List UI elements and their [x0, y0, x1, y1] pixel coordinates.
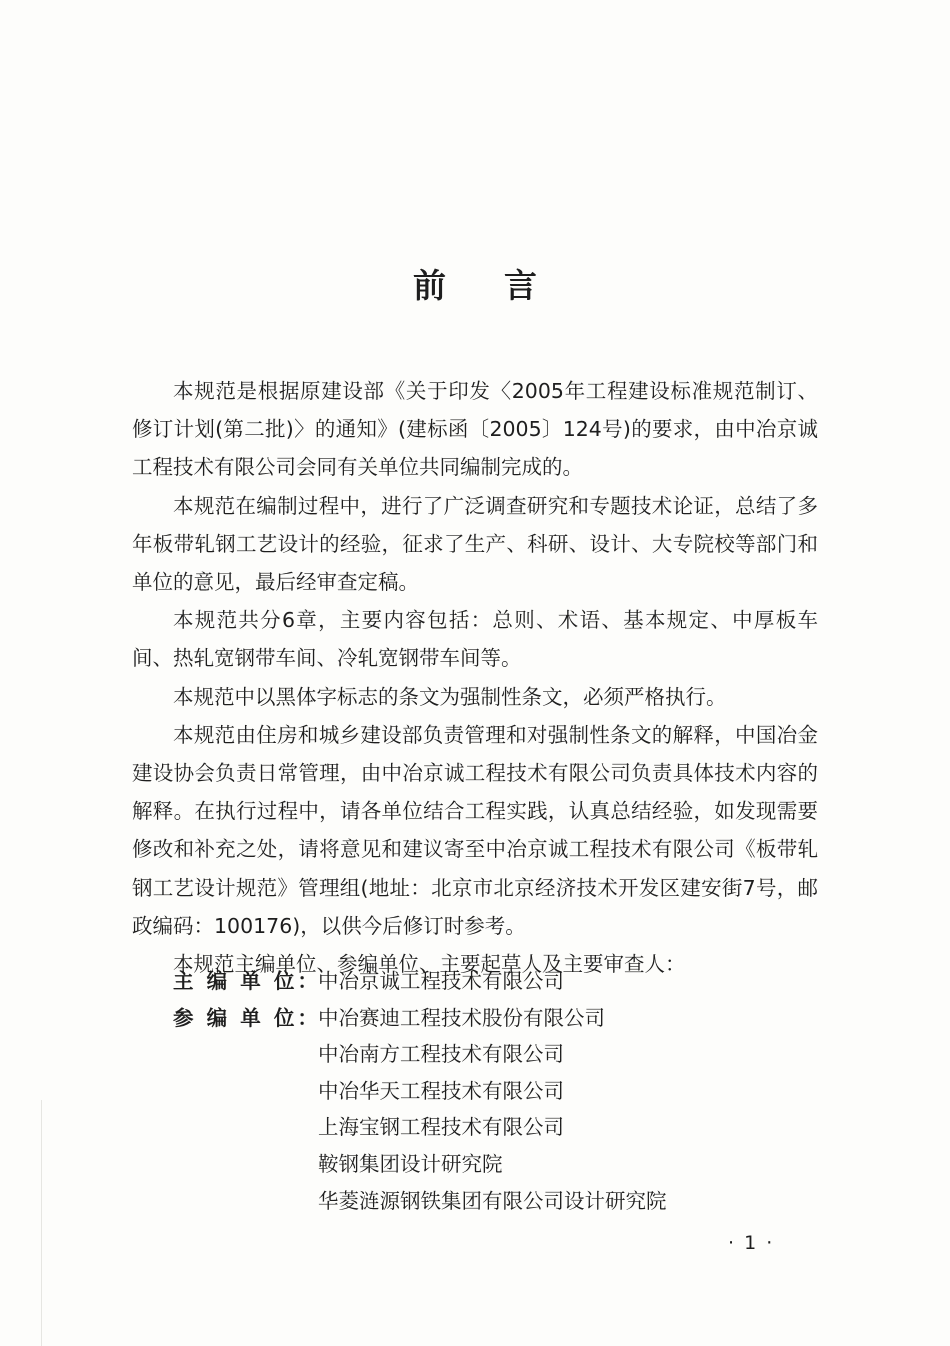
- participating-unit-name: 中冶南方工程技术有限公司: [318, 1042, 564, 1067]
- participating-unit-label: 参 编 单 位：: [173, 1005, 321, 1030]
- paragraph-6: 本规范主编单位、参编单位、主要起草人及主要审查人：: [173, 952, 686, 977]
- participating-unit-name: 上海宝钢工程技术有限公司: [318, 1115, 564, 1140]
- page-number: · 1 ·: [728, 1232, 775, 1254]
- paragraph-4: 本规范中以黑体字标志的条文为强制性条文，必须严格执行。: [173, 684, 727, 709]
- paragraph-1: 本规范是根据原建设部《关于印发〈2005年工程建设标准规范制订、修订计划(第二批)〉的通知》(建标函〔2005〕124号)的要求，由中冶京诚工程技术有限公司会同有关单位共同编制完成的。: [132, 379, 818, 480]
- title-char-1: 前: [413, 266, 446, 305]
- paragraph-5: 本规范由住房和城乡建设部负责管理和对强制性条文的解释，中国冶金建设协会负责日常管理，由中冶京诚工程技术有限公司负责具体技术内容的解释。在执行过程中，请各单位结合工程实践，认真总结经验，如发现需要修改和补充之处，请将意见和建议寄至中冶京诚工程技术有限公司《板带轧钢工艺设计规范》管理组(地址：北京市北京经济技术开发区建安街7号，邮政编码：100176)，以供今后修订时参考。: [132, 722, 818, 938]
- participating-unit-name: 中冶赛迪工程技术股份有限公司: [318, 1005, 605, 1030]
- participating-unit-row: [132, 1000, 818, 1037]
- chief-unit-label: 主 编 单 位：: [173, 969, 321, 993]
- page-title: [0, 260, 950, 307]
- participating-unit-name: 华菱涟源钢铁集团有限公司设计研究院: [318, 1188, 667, 1213]
- participating-unit-name: 鞍钢集团设计研究院: [318, 1151, 503, 1176]
- participating-unit-row: [132, 1183, 818, 1220]
- preface-body: [132, 372, 818, 983]
- participating-unit-row: [132, 1146, 818, 1183]
- editing-units: [132, 963, 818, 1219]
- participating-unit-name: 中冶华天工程技术有限公司: [318, 1078, 564, 1103]
- paragraph-3: 本规范共分6章，主要内容包括：总则、术语、基本规定、中厚板车间、热轧宽钢带车间、冷轧宽钢带车间等。: [132, 608, 818, 671]
- participating-unit-row: [132, 1036, 818, 1073]
- paragraph-2: 本规范在编制过程中，进行了广泛调查研究和专题技术论证，总结了多年板带轧钢工艺设计的经验，征求了生产、科研、设计、大专院校等部门和单位的意见，最后经审查定稿。: [132, 493, 818, 595]
- participating-unit-row: [132, 1109, 818, 1146]
- chief-unit-name: 中冶京诚工程技术有限公司: [318, 969, 564, 993]
- chief-unit-row: [132, 963, 818, 1000]
- title-char-2: 言: [504, 266, 537, 305]
- participating-unit-row: [132, 1073, 818, 1110]
- scan-edge-line: [41, 1100, 42, 1346]
